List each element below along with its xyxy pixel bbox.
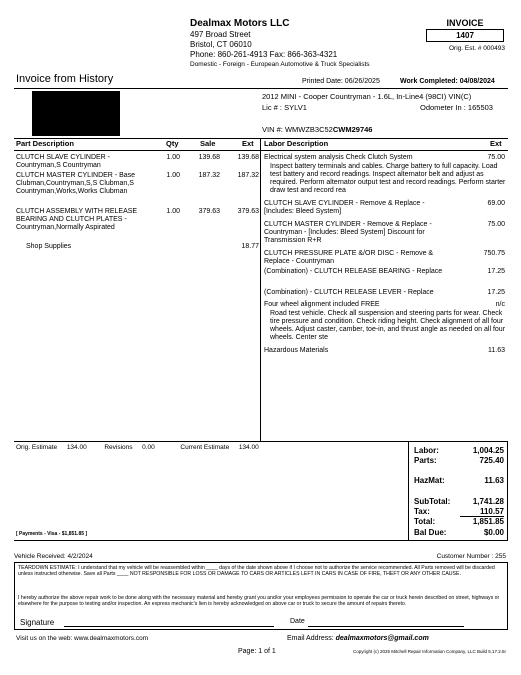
part-sale: 139.68: [198, 154, 220, 161]
labor-desc: (Combination) - CLUTCH RELEASE BEARING - Replace: [264, 268, 443, 275]
vehicle-desc: 2012 MINI - Cooper Countryman - 1.6L, In-Line4 (98CI) VIN(C): [262, 92, 472, 101]
part-desc: Shop Supplies: [26, 243, 72, 250]
page-number: Page: 1 of 1: [238, 648, 276, 655]
labor-desc: Four wheel alignment included FREE: [264, 301, 380, 308]
invoice-number: 1407: [426, 29, 504, 42]
customer-number: Customer Number : 255: [436, 553, 506, 560]
page-title: Invoice from History: [16, 73, 114, 85]
labor-ext: 75.00: [487, 154, 505, 161]
invoice-label: INVOICE: [446, 18, 484, 28]
labor-ext: 75.00: [487, 221, 505, 228]
labor-desc: Electrical system analysis Check Clutch System: [264, 154, 413, 161]
payments-line: [ Payments - Visa - $1,851.85 ]: [16, 531, 88, 537]
part-sale: 187.32: [198, 172, 220, 179]
total-label: Bal Due:: [414, 528, 447, 537]
vin-suffix: CWM29746: [332, 125, 373, 134]
total-value: 1,741.28: [472, 497, 504, 506]
date-label: Date: [290, 618, 305, 625]
parts-header-ext: Ext: [242, 139, 254, 148]
redacted-customer-info: [32, 91, 120, 136]
labor-desc: CLUTCH MASTER CYLINDER - Remove & Replace - Countryman - [Includes: Bleed System] Discount for Transmission R+R: [264, 221, 432, 245]
total-value: 725.40: [479, 456, 504, 465]
total-value: 1,004.25: [472, 446, 504, 455]
total-label: Labor:: [414, 446, 439, 455]
total-value: 1,851.85: [472, 517, 504, 526]
labor-header-ext: Ext: [490, 139, 502, 148]
website: Visit us on the web: www.dealmaxmotors.com: [16, 635, 149, 642]
revisions-value: 0.00: [142, 444, 155, 451]
part-ext: 139.68: [237, 154, 259, 161]
total-label: Parts:: [414, 456, 437, 465]
orig-estimate-label: Orig. Estimate: [16, 444, 58, 451]
labor-ext: 17.25: [487, 268, 505, 275]
labor-ext: 750.75: [483, 250, 505, 257]
labor-note: Inspect battery terminals and cables. Charge battery to full capacity. Load test battery and record readings. Inspect alternator belt and adjust as required. Perform alternator output test and record readings. Perform starter draw test and record rea: [270, 163, 506, 195]
company-name: Dealmax Motors LLC: [190, 18, 290, 29]
email-address: dealmaxmotors@gmail.com: [335, 635, 429, 642]
revisions-label: Revisions: [104, 444, 133, 451]
current-estimate-label: Current Estimate: [180, 444, 230, 451]
part-qty: 1.00: [166, 154, 180, 161]
vehicle-lic: Lic # : SYLV1: [262, 103, 307, 112]
vin-line: [262, 126, 372, 135]
copyright: Copyright (c) 2025 Mitchell Repair Information Company, LLC Build 5.17.2.5r: [353, 649, 506, 654]
total-label: Tax:: [414, 507, 430, 516]
part-qty: 1.00: [166, 208, 180, 215]
labor-ext: 69.00: [487, 200, 505, 207]
work-completed: Work Completed: 04/08/2024: [400, 78, 495, 85]
vin-label: VIN #:: [262, 125, 283, 134]
part-desc: CLUTCH MASTER CYLINDER - Base Clubman,Countryman,S,S Clubman,S Countryman,Works,Works Clubman: [16, 172, 136, 196]
estimates-line: [16, 444, 259, 451]
company-street: 497 Broad Street: [190, 30, 251, 39]
parts-header-desc: Part Description: [16, 139, 74, 148]
vin-prefix: WMWZB3C52: [284, 125, 333, 134]
vehicle-odometer: Odometer In : 165503: [420, 103, 493, 112]
company-phone: Phone: 860-261-4913 Fax: 866-363-4321: [190, 50, 338, 59]
parts-header-qty: Qty: [166, 139, 179, 148]
total-value: $0.00: [483, 528, 504, 537]
total-label: SubTotal:: [414, 497, 451, 506]
labor-desc: Hazardous Materials: [264, 347, 329, 354]
orig-estimate-value: 134.00: [66, 444, 87, 451]
labor-desc: CLUTCH SLAVE CYLINDER - Remove & Replace - [Includes: Bleed System]: [264, 200, 425, 216]
email-line: [287, 635, 429, 643]
total-value: 11.63: [484, 476, 504, 485]
parts-row: [16, 172, 151, 196]
part-qty: 1.00: [166, 172, 180, 179]
part-sale: 379.63: [198, 208, 220, 215]
signature-label: Signature: [20, 618, 55, 627]
vehicle-received: Vehicle Received: 4/2/2024: [14, 553, 93, 560]
parts-header-sale: Sale: [200, 139, 216, 148]
email-label: Email Address:: [287, 635, 334, 642]
parts-row: [16, 154, 141, 170]
part-ext: 18.77: [241, 243, 259, 250]
printed-date: Printed Date: 06/26/2025: [302, 78, 380, 85]
labor-ext: 17.25: [487, 289, 505, 296]
teardown-text: TEARDOWN ESTIMATE: I understand that my vehicle will be reassembled within ____ days of the date shown above if I choose not to authorize the service recommended. All Parts removed will be discarded unless instructed otherwise. Save all Parts ____ NOT RESPONSIBLE FOR LOSS OR DAMAGE TO CARS OR ARTICLES LEFT IN CARS IN CASE OF FIRE, THEFT OR ANY OTHER CAUSE.: [18, 565, 495, 578]
orig-est: Orig. Est. # 000493: [448, 45, 505, 52]
total-label: Total:: [414, 517, 436, 526]
company-city: Bristol, CT 06010: [190, 40, 252, 49]
parts-row: [16, 208, 146, 232]
labor-ext: 11.63: [488, 347, 505, 354]
labor-ext: n/c: [495, 301, 505, 308]
labor-desc: (Combination) - CLUTCH RELEASE LEVER - Replace: [264, 289, 434, 296]
part-ext: 379.63: [237, 208, 259, 215]
labor-note: Road test vehicle. Check all suspension and steering parts for wear. Check tire pressure and condition. Check riding height. Check alignment of all four wheels. Adjust caster, camber, toe-in, and thrust angle as needed on all four wheels. Center ste: [270, 310, 506, 342]
total-label: HazMat:: [414, 476, 445, 485]
part-desc: CLUTCH SLAVE CYLINDER - Countryman,S Countryman: [16, 154, 111, 170]
company-tagline: Domestic - Foreign - European Automotive & Truck Specialists: [190, 61, 370, 68]
current-estimate-value: 134.00: [238, 444, 259, 451]
labor-header-desc: Labor Description: [264, 139, 329, 148]
labor-desc: CLUTCH PRESSURE PLATE &/OR DISC - Remove & Replace - Countryman: [264, 250, 434, 266]
part-ext: 187.32: [237, 172, 259, 179]
total-value: 110.57: [479, 507, 504, 516]
part-desc: CLUTCH ASSEMBLY WITH RELEASE BEARING AND CLUTCH PLATES - Countryman,Normally Aspirated: [16, 208, 138, 232]
authorization-text: I hereby authorize the above repair work to be done along with the necessary material and hereby grant you and/or your employees permission to operate the car or truck herein described on street, highways or elsewhere for the purpose to testing and/or inspection. An express mechanic's lien is hereby acknowledged on above car or truck to secure the amount of repairs thereto.: [18, 595, 500, 608]
